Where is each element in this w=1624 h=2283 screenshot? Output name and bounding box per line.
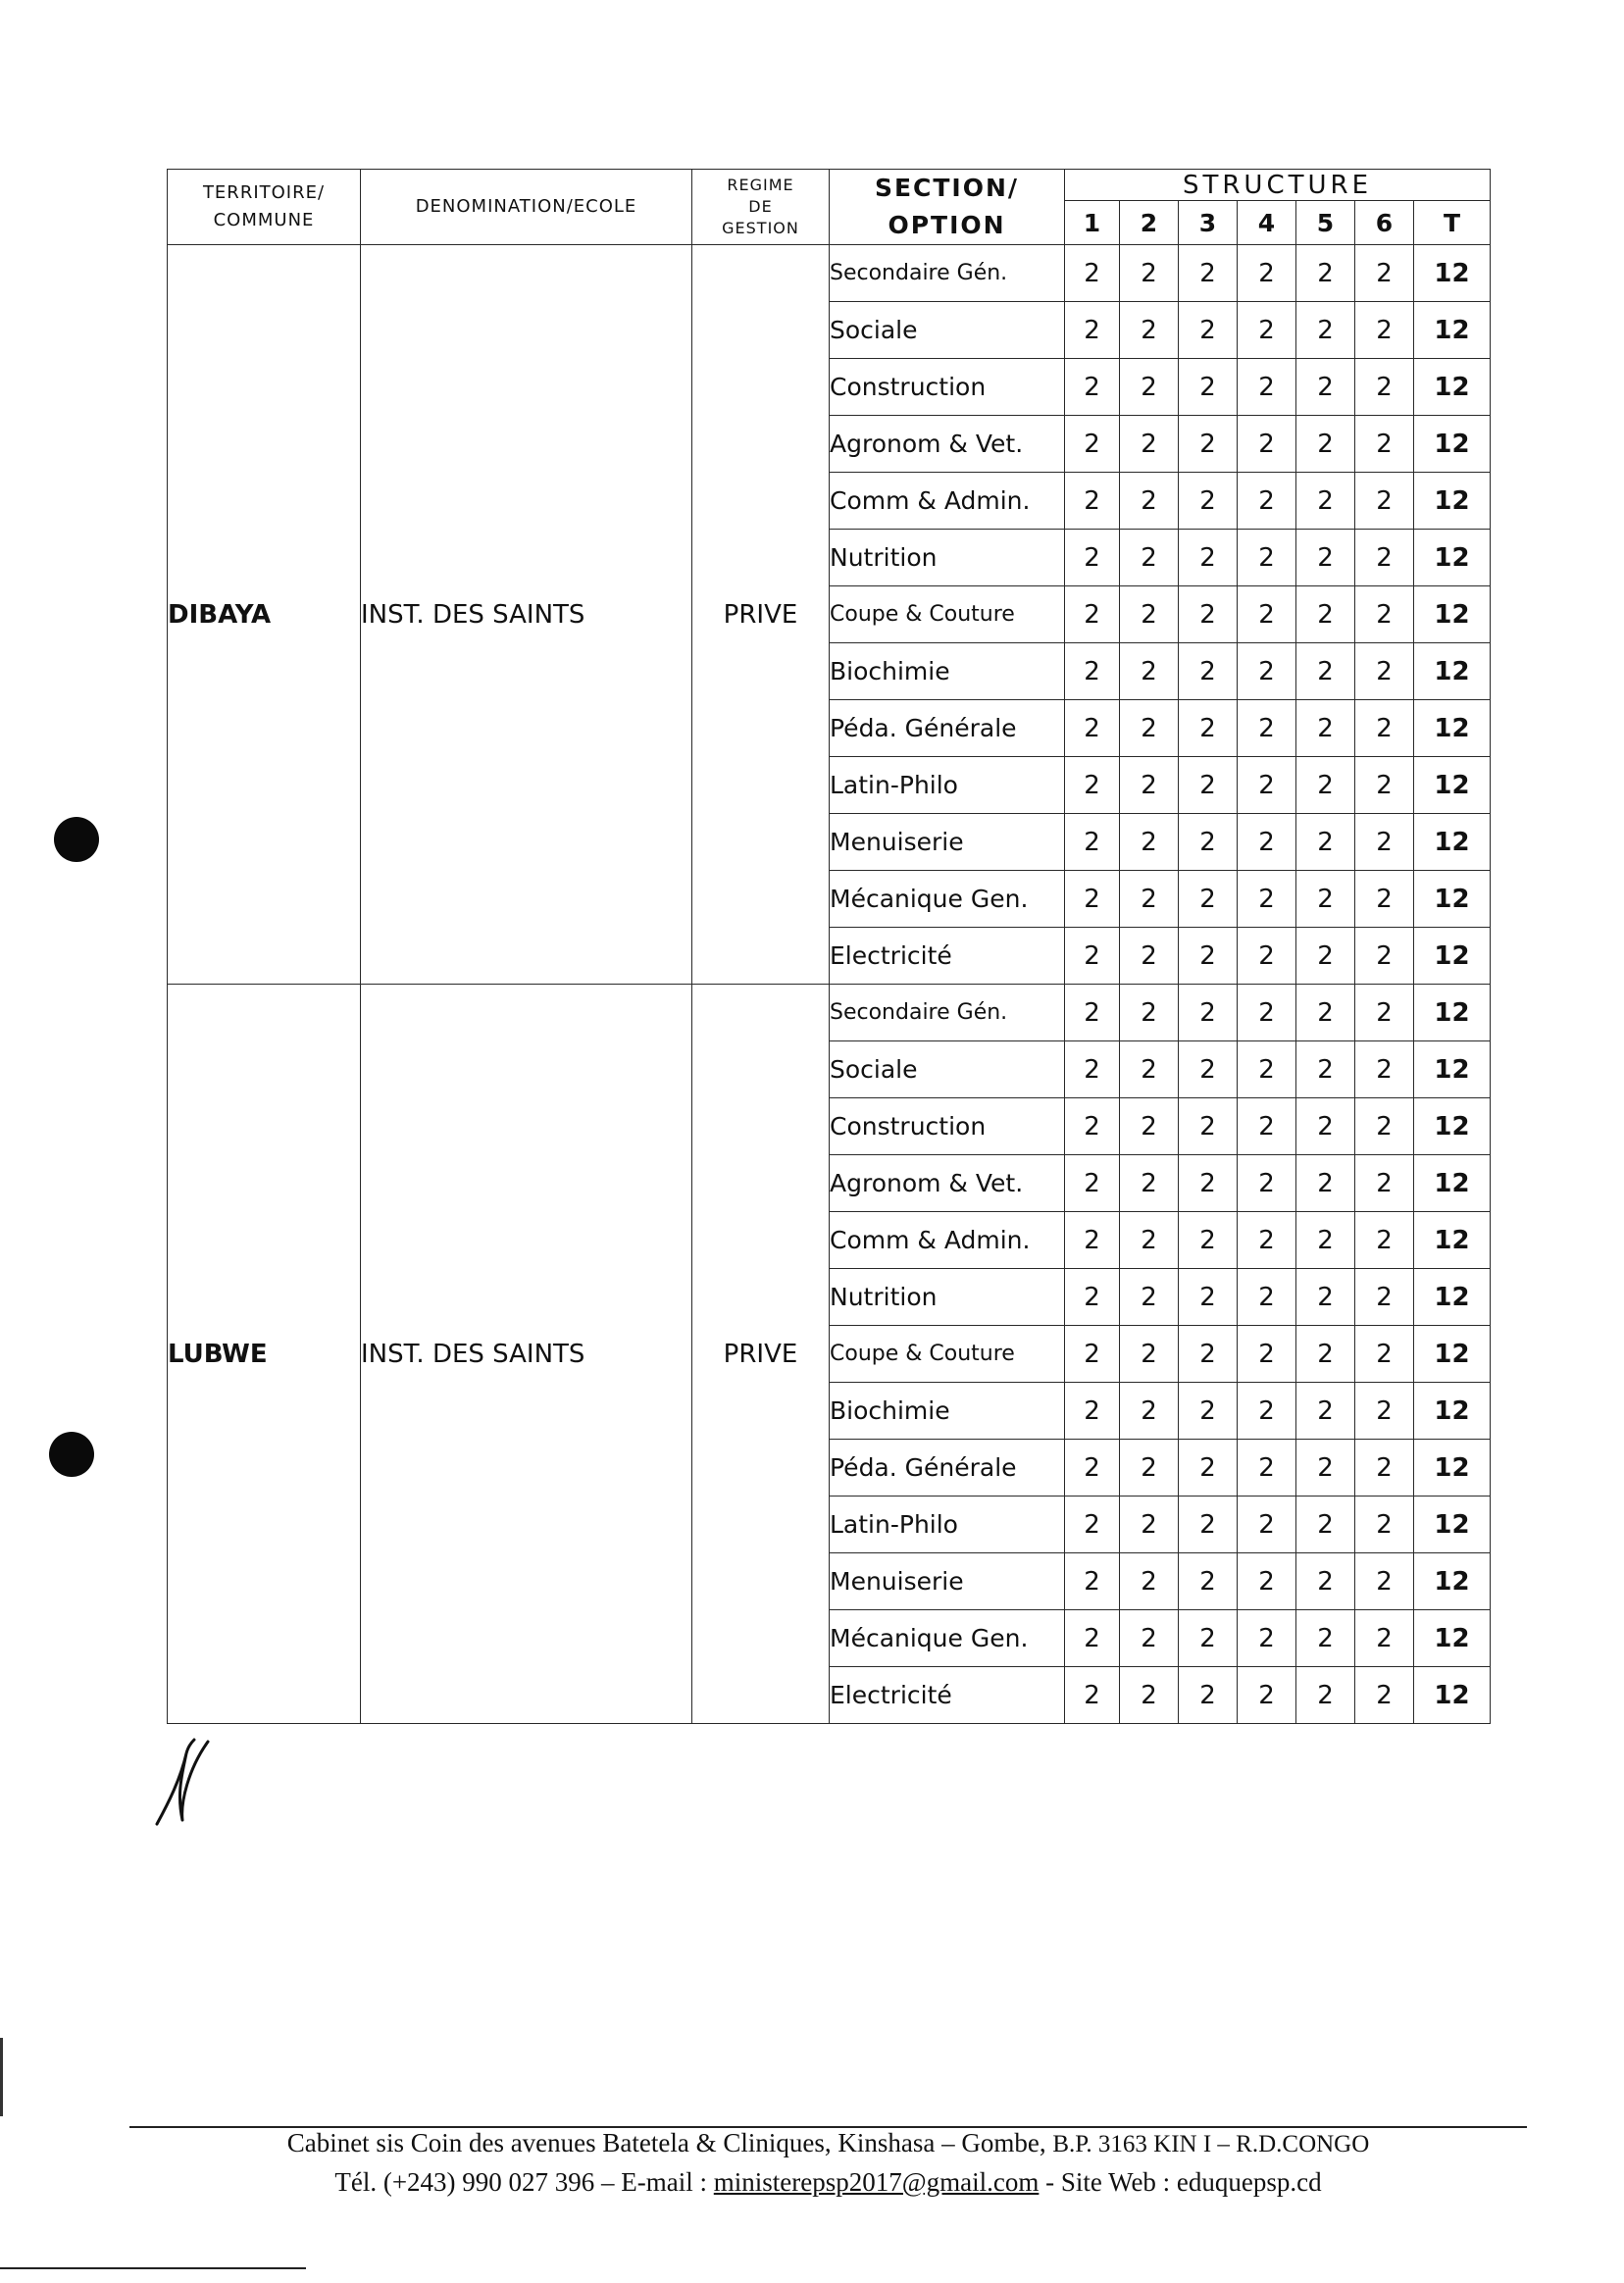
value-cell-6: 2 <box>1355 245 1414 302</box>
value-cell-1: 2 <box>1065 1383 1120 1440</box>
value-cell-1: 2 <box>1065 359 1120 416</box>
structure-col-t: T <box>1414 201 1491 245</box>
value-cell-5: 2 <box>1296 473 1355 530</box>
value-cell-5: 2 <box>1296 928 1355 985</box>
value-cell-6: 2 <box>1355 1553 1414 1610</box>
value-cell-4: 2 <box>1238 1440 1296 1497</box>
value-cell-2: 2 <box>1120 1383 1179 1440</box>
denomination-cell: INST. DES SAINTS <box>361 985 692 1724</box>
value-cell-6: 2 <box>1355 1269 1414 1326</box>
bottom-edge-line <box>0 2267 306 2269</box>
value-cell-5: 2 <box>1296 1383 1355 1440</box>
value-cell-3: 2 <box>1179 1098 1238 1155</box>
value-cell-3: 2 <box>1179 530 1238 586</box>
table-body <box>168 245 1491 1724</box>
value-cell-5: 2 <box>1296 1155 1355 1212</box>
value-cell-2: 2 <box>1120 1553 1179 1610</box>
total-cell: 12 <box>1414 245 1491 302</box>
value-cell-6: 2 <box>1355 359 1414 416</box>
value-cell-5: 2 <box>1296 1553 1355 1610</box>
total-cell: 12 <box>1414 1440 1491 1497</box>
total-cell: 12 <box>1414 814 1491 871</box>
value-cell-6: 2 <box>1355 985 1414 1041</box>
structure-col-2: 2 <box>1120 201 1179 245</box>
value-cell-3: 2 <box>1179 700 1238 757</box>
value-cell-1: 2 <box>1065 1098 1120 1155</box>
option-cell: Menuiserie <box>830 1553 1065 1610</box>
value-cell-4: 2 <box>1238 814 1296 871</box>
total-cell: 12 <box>1414 1610 1491 1667</box>
value-cell-4: 2 <box>1238 416 1296 473</box>
value-cell-4: 2 <box>1238 757 1296 814</box>
denomination-cell: INST. DES SAINTS <box>361 245 692 985</box>
value-cell-6: 2 <box>1355 814 1414 871</box>
total-cell: 12 <box>1414 302 1491 359</box>
option-cell: Electricité <box>830 928 1065 985</box>
value-cell-6: 2 <box>1355 302 1414 359</box>
punch-hole-top <box>54 817 99 862</box>
value-cell-5: 2 <box>1296 1041 1355 1098</box>
value-cell-2: 2 <box>1120 1269 1179 1326</box>
value-cell-4: 2 <box>1238 245 1296 302</box>
value-cell-1: 2 <box>1065 302 1120 359</box>
value-cell-3: 2 <box>1179 1553 1238 1610</box>
scan-edge-mark <box>0 2038 3 2116</box>
value-cell-2: 2 <box>1120 245 1179 302</box>
value-cell-1: 2 <box>1065 1155 1120 1212</box>
value-cell-1: 2 <box>1065 473 1120 530</box>
value-cell-1: 2 <box>1065 871 1120 928</box>
option-cell: Comm & Admin. <box>830 473 1065 530</box>
option-cell: Menuiserie <box>830 814 1065 871</box>
value-cell-5: 2 <box>1296 1610 1355 1667</box>
value-cell-5: 2 <box>1296 757 1355 814</box>
total-cell: 12 <box>1414 1098 1491 1155</box>
value-cell-4: 2 <box>1238 302 1296 359</box>
value-cell-4: 2 <box>1238 473 1296 530</box>
value-cell-3: 2 <box>1179 1326 1238 1383</box>
value-cell-6: 2 <box>1355 1212 1414 1269</box>
value-cell-1: 2 <box>1065 1610 1120 1667</box>
value-cell-3: 2 <box>1179 359 1238 416</box>
value-cell-5: 2 <box>1296 530 1355 586</box>
value-cell-3: 2 <box>1179 1212 1238 1269</box>
value-cell-5: 2 <box>1296 1497 1355 1553</box>
value-cell-3: 2 <box>1179 1041 1238 1098</box>
value-cell-3: 2 <box>1179 1440 1238 1497</box>
regime-cell: PRIVE <box>692 985 830 1724</box>
value-cell-6: 2 <box>1355 643 1414 700</box>
value-cell-2: 2 <box>1120 814 1179 871</box>
value-cell-1: 2 <box>1065 928 1120 985</box>
value-cell-2: 2 <box>1120 359 1179 416</box>
header-structure: STRUCTURE <box>1065 170 1491 201</box>
value-cell-2: 2 <box>1120 871 1179 928</box>
value-cell-3: 2 <box>1179 245 1238 302</box>
value-cell-2: 2 <box>1120 530 1179 586</box>
value-cell-4: 2 <box>1238 871 1296 928</box>
value-cell-6: 2 <box>1355 871 1414 928</box>
value-cell-4: 2 <box>1238 1667 1296 1724</box>
option-cell: Construction <box>830 359 1065 416</box>
value-cell-5: 2 <box>1296 1326 1355 1383</box>
value-cell-1: 2 <box>1065 985 1120 1041</box>
option-cell: Comm & Admin. <box>830 1212 1065 1269</box>
value-cell-1: 2 <box>1065 1269 1120 1326</box>
value-cell-1: 2 <box>1065 1553 1120 1610</box>
total-cell: 12 <box>1414 1212 1491 1269</box>
structure-col-1: 1 <box>1065 201 1120 245</box>
total-cell: 12 <box>1414 871 1491 928</box>
value-cell-3: 2 <box>1179 416 1238 473</box>
total-cell: 12 <box>1414 586 1491 643</box>
total-cell: 12 <box>1414 1497 1491 1553</box>
header-regime: REGIME DE GESTION <box>692 170 830 245</box>
value-cell-1: 2 <box>1065 700 1120 757</box>
value-cell-3: 2 <box>1179 928 1238 985</box>
value-cell-3: 2 <box>1179 1155 1238 1212</box>
value-cell-3: 2 <box>1179 1383 1238 1440</box>
value-cell-3: 2 <box>1179 757 1238 814</box>
option-cell: Sociale <box>830 1041 1065 1098</box>
value-cell-1: 2 <box>1065 1667 1120 1724</box>
value-cell-1: 2 <box>1065 1440 1120 1497</box>
total-cell: 12 <box>1414 700 1491 757</box>
total-cell: 12 <box>1414 473 1491 530</box>
total-cell: 12 <box>1414 757 1491 814</box>
total-cell: 12 <box>1414 985 1491 1041</box>
value-cell-4: 2 <box>1238 985 1296 1041</box>
value-cell-6: 2 <box>1355 1667 1414 1724</box>
total-cell: 12 <box>1414 1269 1491 1326</box>
option-cell: Electricité <box>830 1667 1065 1724</box>
value-cell-6: 2 <box>1355 1383 1414 1440</box>
value-cell-2: 2 <box>1120 985 1179 1041</box>
value-cell-5: 2 <box>1296 1667 1355 1724</box>
value-cell-6: 2 <box>1355 1440 1414 1497</box>
value-cell-6: 2 <box>1355 530 1414 586</box>
value-cell-6: 2 <box>1355 1041 1414 1098</box>
value-cell-6: 2 <box>1355 473 1414 530</box>
total-cell: 12 <box>1414 928 1491 985</box>
value-cell-4: 2 <box>1238 700 1296 757</box>
value-cell-2: 2 <box>1120 643 1179 700</box>
territoire-cell: DIBAYA <box>168 245 361 985</box>
value-cell-2: 2 <box>1120 700 1179 757</box>
option-cell: Mécanique Gen. <box>830 871 1065 928</box>
table-row <box>168 985 1491 1041</box>
value-cell-5: 2 <box>1296 416 1355 473</box>
total-cell: 12 <box>1414 416 1491 473</box>
value-cell-3: 2 <box>1179 1497 1238 1553</box>
value-cell-5: 2 <box>1296 245 1355 302</box>
value-cell-2: 2 <box>1120 757 1179 814</box>
value-cell-2: 2 <box>1120 1212 1179 1269</box>
option-cell: Agronom & Vet. <box>830 1155 1065 1212</box>
option-cell: Sociale <box>830 302 1065 359</box>
value-cell-2: 2 <box>1120 1098 1179 1155</box>
value-cell-5: 2 <box>1296 1098 1355 1155</box>
value-cell-4: 2 <box>1238 1497 1296 1553</box>
value-cell-2: 2 <box>1120 586 1179 643</box>
value-cell-2: 2 <box>1120 928 1179 985</box>
structure-col-3: 3 <box>1179 201 1238 245</box>
value-cell-5: 2 <box>1296 1269 1355 1326</box>
value-cell-3: 2 <box>1179 814 1238 871</box>
signature-mark <box>147 1734 226 1832</box>
value-cell-3: 2 <box>1179 985 1238 1041</box>
value-cell-4: 2 <box>1238 1383 1296 1440</box>
option-cell: Secondaire Gén. <box>830 985 1065 1041</box>
value-cell-1: 2 <box>1065 757 1120 814</box>
header-denomination: DENOMINATION/ECOLE <box>361 170 692 245</box>
total-cell: 12 <box>1414 1041 1491 1098</box>
total-cell: 12 <box>1414 1383 1491 1440</box>
value-cell-6: 2 <box>1355 1155 1414 1212</box>
value-cell-5: 2 <box>1296 871 1355 928</box>
value-cell-5: 2 <box>1296 700 1355 757</box>
value-cell-5: 2 <box>1296 1212 1355 1269</box>
total-cell: 12 <box>1414 1667 1491 1724</box>
footer-address-line: Cabinet sis Coin des avenues Batetela & Cliniques, Kinshasa – Gombe, B.P. 3163 KIN I – R.D.CONGO <box>286 2128 1370 2157</box>
table-row <box>168 245 1491 302</box>
value-cell-1: 2 <box>1065 814 1120 871</box>
value-cell-3: 2 <box>1179 1610 1238 1667</box>
regime-cell: PRIVE <box>692 245 830 985</box>
value-cell-4: 2 <box>1238 530 1296 586</box>
value-cell-1: 2 <box>1065 1326 1120 1383</box>
value-cell-5: 2 <box>1296 1440 1355 1497</box>
option-cell: Secondaire Gén. <box>830 245 1065 302</box>
punch-hole-bottom <box>49 1432 94 1477</box>
value-cell-3: 2 <box>1179 1269 1238 1326</box>
value-cell-6: 2 <box>1355 1497 1414 1553</box>
value-cell-6: 2 <box>1355 1610 1414 1667</box>
value-cell-2: 2 <box>1120 1497 1179 1553</box>
option-cell: Latin-Philo <box>830 757 1065 814</box>
value-cell-4: 2 <box>1238 1326 1296 1383</box>
value-cell-4: 2 <box>1238 1041 1296 1098</box>
value-cell-1: 2 <box>1065 643 1120 700</box>
header-territoire: TERRITOIRE/ COMMUNE <box>168 170 361 245</box>
value-cell-1: 2 <box>1065 416 1120 473</box>
option-cell: Biochimie <box>830 643 1065 700</box>
total-cell: 12 <box>1414 1553 1491 1610</box>
value-cell-4: 2 <box>1238 928 1296 985</box>
structure-col-6: 6 <box>1355 201 1414 245</box>
value-cell-4: 2 <box>1238 1155 1296 1212</box>
value-cell-5: 2 <box>1296 985 1355 1041</box>
value-cell-1: 2 <box>1065 1497 1120 1553</box>
option-cell: Mécanique Gen. <box>830 1610 1065 1667</box>
option-cell: Nutrition <box>830 1269 1065 1326</box>
value-cell-3: 2 <box>1179 643 1238 700</box>
option-cell: Coupe & Couture <box>830 1326 1065 1383</box>
value-cell-4: 2 <box>1238 359 1296 416</box>
value-cell-3: 2 <box>1179 871 1238 928</box>
territoire-cell: LUBWE <box>168 985 361 1724</box>
value-cell-4: 2 <box>1238 1553 1296 1610</box>
value-cell-2: 2 <box>1120 302 1179 359</box>
value-cell-4: 2 <box>1238 1098 1296 1155</box>
structure-col-5: 5 <box>1296 201 1355 245</box>
value-cell-1: 2 <box>1065 586 1120 643</box>
structure-table <box>167 169 1491 1724</box>
structure-col-4: 4 <box>1238 201 1296 245</box>
header-section-option: SECTION/ OPTION <box>830 170 1065 245</box>
total-cell: 12 <box>1414 530 1491 586</box>
value-cell-5: 2 <box>1296 643 1355 700</box>
option-cell: Latin-Philo <box>830 1497 1065 1553</box>
value-cell-5: 2 <box>1296 359 1355 416</box>
option-cell: Biochimie <box>830 1383 1065 1440</box>
value-cell-2: 2 <box>1120 1041 1179 1098</box>
value-cell-2: 2 <box>1120 1326 1179 1383</box>
value-cell-3: 2 <box>1179 586 1238 643</box>
value-cell-4: 2 <box>1238 1269 1296 1326</box>
total-cell: 12 <box>1414 1155 1491 1212</box>
value-cell-6: 2 <box>1355 1326 1414 1383</box>
value-cell-4: 2 <box>1238 643 1296 700</box>
value-cell-2: 2 <box>1120 1610 1179 1667</box>
footer-contact-line: Tél. (+243) 990 027 396 – E-mail : ministerepsp2017@gmail.com - Site Web : eduquepsp.cd <box>334 2167 1322 2197</box>
value-cell-1: 2 <box>1065 1041 1120 1098</box>
total-cell: 12 <box>1414 1326 1491 1383</box>
value-cell-6: 2 <box>1355 700 1414 757</box>
value-cell-1: 2 <box>1065 530 1120 586</box>
value-cell-5: 2 <box>1296 302 1355 359</box>
value-cell-6: 2 <box>1355 416 1414 473</box>
value-cell-2: 2 <box>1120 473 1179 530</box>
value-cell-4: 2 <box>1238 1212 1296 1269</box>
option-cell: Péda. Générale <box>830 700 1065 757</box>
value-cell-2: 2 <box>1120 416 1179 473</box>
footer <box>129 2124 1527 2201</box>
option-cell: Agronom & Vet. <box>830 416 1065 473</box>
value-cell-5: 2 <box>1296 814 1355 871</box>
value-cell-3: 2 <box>1179 473 1238 530</box>
value-cell-4: 2 <box>1238 586 1296 643</box>
value-cell-2: 2 <box>1120 1667 1179 1724</box>
option-cell: Construction <box>830 1098 1065 1155</box>
value-cell-1: 2 <box>1065 245 1120 302</box>
option-cell: Coupe & Couture <box>830 586 1065 643</box>
value-cell-2: 2 <box>1120 1440 1179 1497</box>
value-cell-6: 2 <box>1355 928 1414 985</box>
total-cell: 12 <box>1414 643 1491 700</box>
value-cell-6: 2 <box>1355 1098 1414 1155</box>
value-cell-1: 2 <box>1065 1212 1120 1269</box>
value-cell-5: 2 <box>1296 586 1355 643</box>
value-cell-4: 2 <box>1238 1610 1296 1667</box>
value-cell-3: 2 <box>1179 302 1238 359</box>
option-cell: Péda. Générale <box>830 1440 1065 1497</box>
value-cell-6: 2 <box>1355 586 1414 643</box>
value-cell-6: 2 <box>1355 757 1414 814</box>
value-cell-2: 2 <box>1120 1155 1179 1212</box>
option-cell: Nutrition <box>830 530 1065 586</box>
total-cell: 12 <box>1414 359 1491 416</box>
footer-email: ministerepsp2017@gmail.com <box>713 2167 1040 2197</box>
value-cell-3: 2 <box>1179 1667 1238 1724</box>
